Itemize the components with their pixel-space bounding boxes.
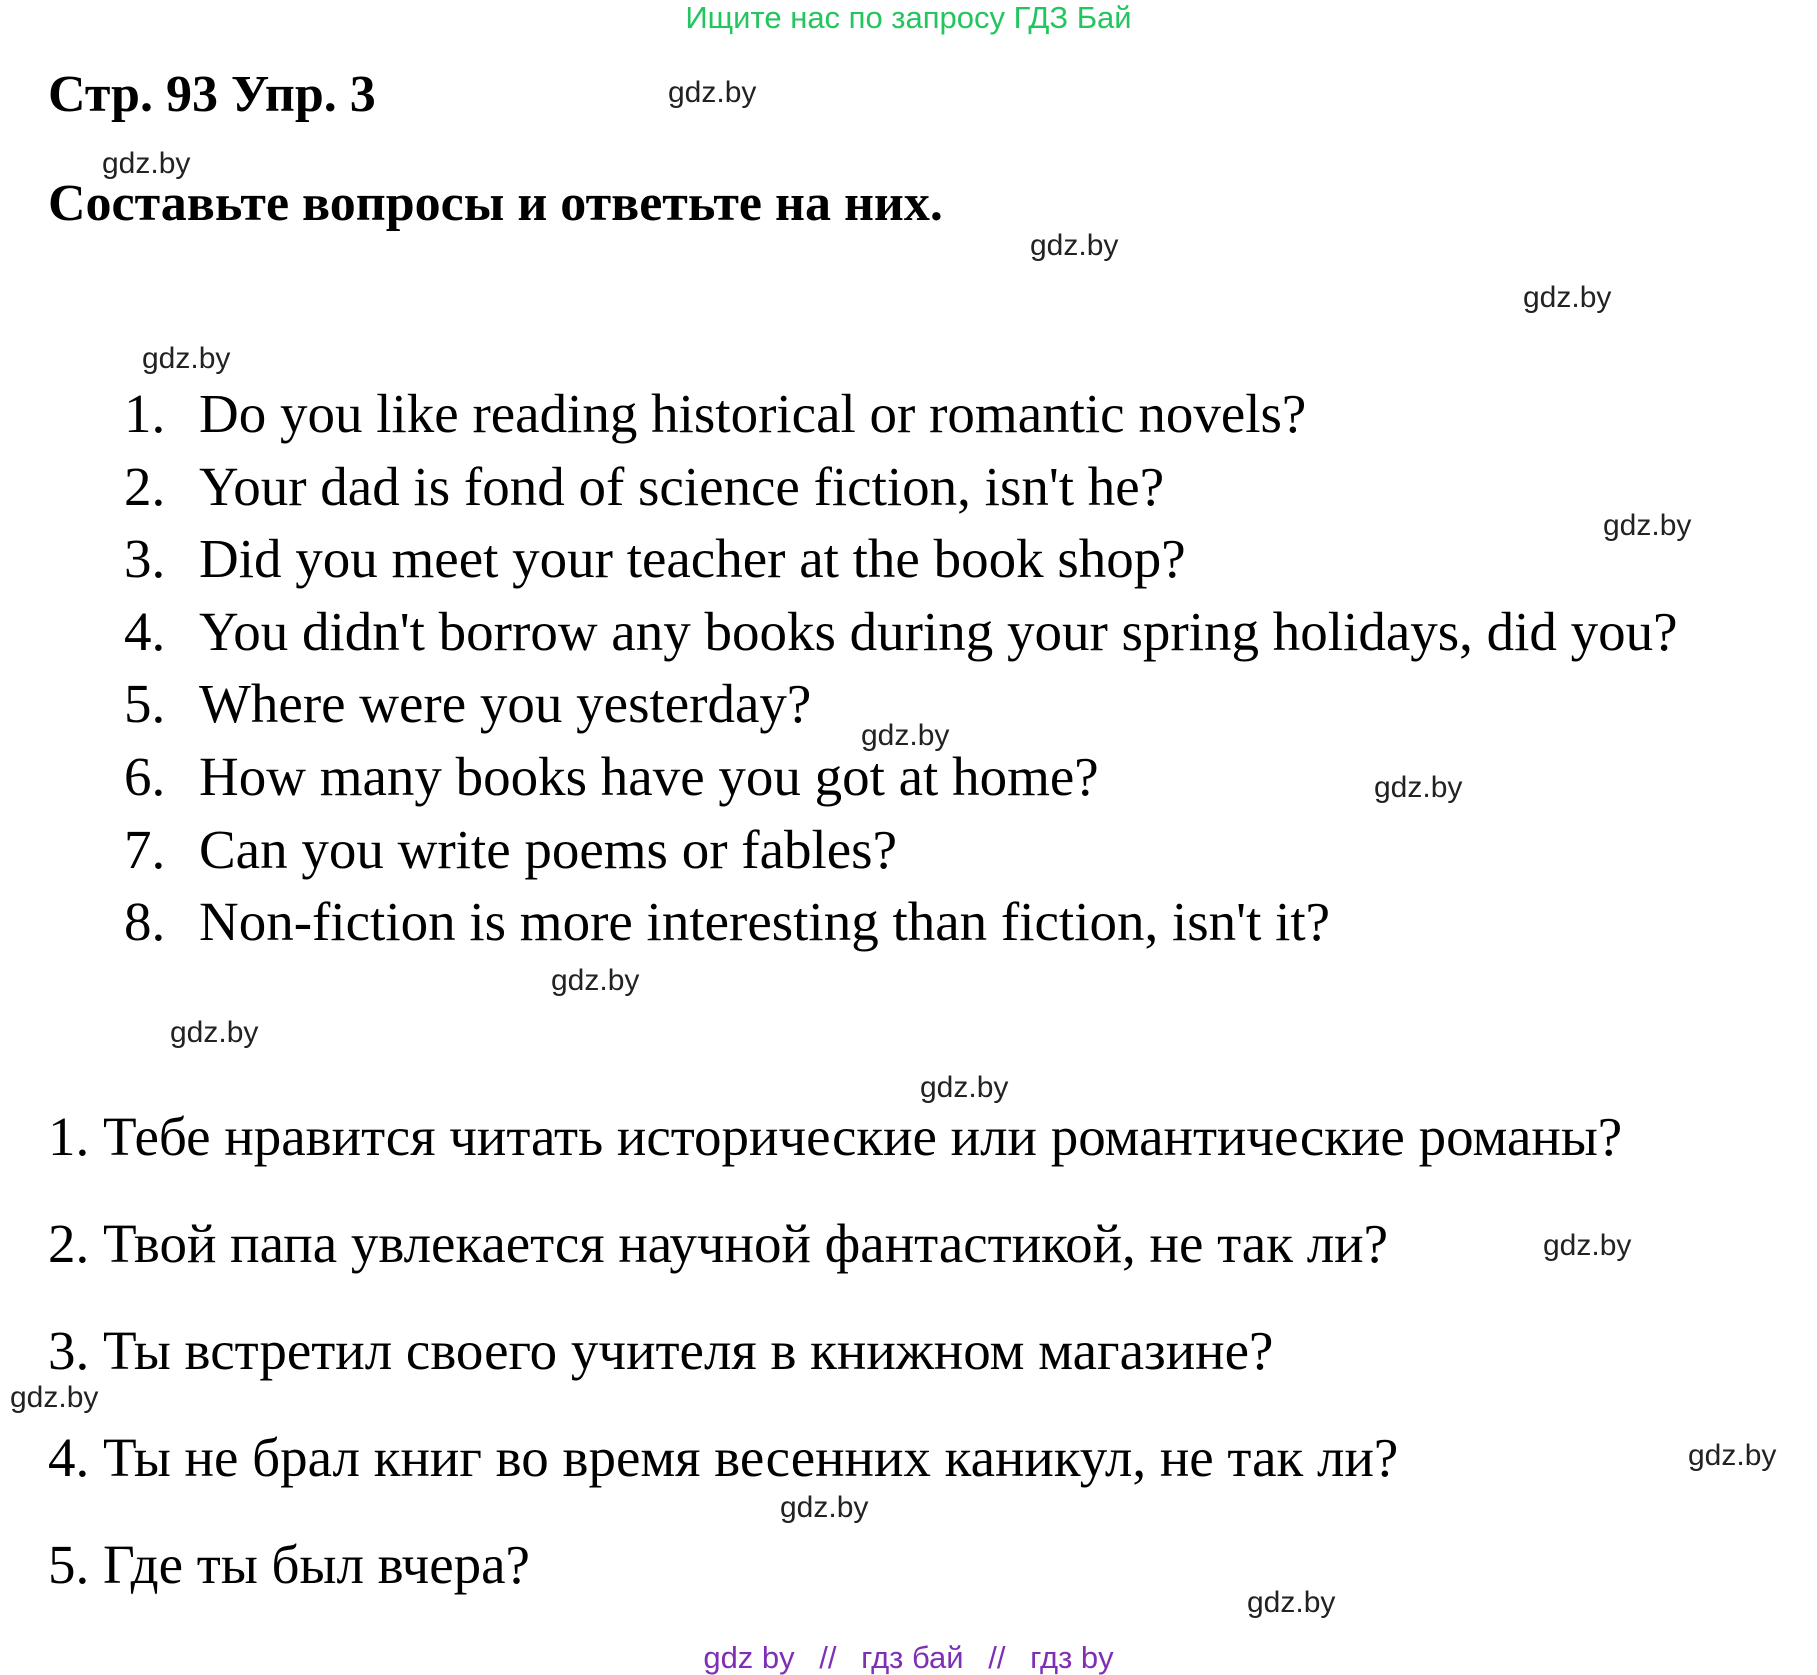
question-number: 1.: [124, 383, 166, 444]
watermark: gdz.by: [1688, 1439, 1777, 1472]
question-number: 7.: [124, 818, 166, 880]
question-number: 6.: [124, 745, 166, 807]
watermark: gdz.by: [780, 1491, 869, 1524]
english-question: [124, 596, 1678, 669]
russian-translation: 2. Твой папа увлекается научной фантастикой, не так ли?: [48, 1213, 1388, 1274]
watermark: gdz.by: [920, 1071, 1009, 1104]
watermark: gdz.by: [668, 76, 757, 109]
question-number: 3.: [124, 528, 166, 590]
english-question-list: [124, 378, 1678, 959]
russian-translation: 3. Ты встретил своего учителя в книжном магазине?: [48, 1320, 1274, 1381]
watermark: gdz.by: [10, 1381, 99, 1414]
question-text: You didn't borrow any books during your spring holidays, did you?: [199, 600, 1678, 662]
question-number: 8.: [124, 891, 166, 953]
russian-translation: 4. Ты не брал книг во время весенних каникул, не так ли?: [48, 1427, 1399, 1488]
watermark: gdz.by: [142, 342, 231, 375]
question-text: Non-fiction is more interesting than fiction, isn't it?: [199, 891, 1331, 953]
footer-link-gdz-by[interactable]: gdz by: [703, 1640, 795, 1675]
english-question: [124, 378, 1678, 451]
footer-link-gdz-by-ru[interactable]: гдз by: [1030, 1640, 1114, 1675]
footer-link-gdz-bai[interactable]: гдз бай: [861, 1640, 964, 1675]
watermark: gdz.by: [551, 964, 640, 997]
footer-separator: //: [819, 1640, 837, 1675]
watermark: gdz.by: [1030, 229, 1119, 262]
watermark: gdz.by: [1247, 1586, 1336, 1619]
english-question: [124, 814, 1678, 887]
question-number: 2.: [124, 455, 166, 517]
english-question: [124, 886, 1678, 959]
english-question: [124, 523, 1678, 596]
watermark: gdz.by: [102, 147, 191, 180]
watermark: gdz.by: [1374, 771, 1463, 804]
watermark: gdz.by: [1523, 281, 1612, 314]
russian-translation: 1. Тебе нравится читать исторические или романтические романы?: [48, 1106, 1623, 1167]
question-text: Your dad is fond of science fiction, isn't he?: [199, 455, 1165, 517]
watermark: gdz.by: [861, 719, 950, 752]
watermark: gdz.by: [1603, 509, 1692, 542]
question-text: Do you like reading historical or romantic novels?: [199, 383, 1307, 444]
question-text: Can you write poems or fables?: [199, 818, 898, 880]
question-text: Did you meet your teacher at the book shop?: [199, 528, 1186, 590]
search-hint-banner: Ищите нас по запросу ГДЗ Бай: [685, 0, 1132, 35]
question-number: 4.: [124, 600, 166, 662]
russian-translation: 5. Где ты был вчера?: [48, 1534, 530, 1595]
watermark: gdz.by: [1543, 1229, 1632, 1262]
question-text: Where were you yesterday?: [199, 673, 812, 735]
watermark: gdz.by: [170, 1016, 259, 1049]
page-title: Стр. 93 Упр. 3: [48, 66, 376, 123]
english-question: [124, 451, 1678, 524]
question-number: 5.: [124, 673, 166, 735]
question-text: How many books have you got at home?: [199, 745, 1099, 807]
exercise-instruction: Составьте вопросы и ответьте на них.: [48, 175, 943, 232]
footer-separator: //: [988, 1640, 1006, 1675]
footer-links: [0, 1641, 1817, 1675]
